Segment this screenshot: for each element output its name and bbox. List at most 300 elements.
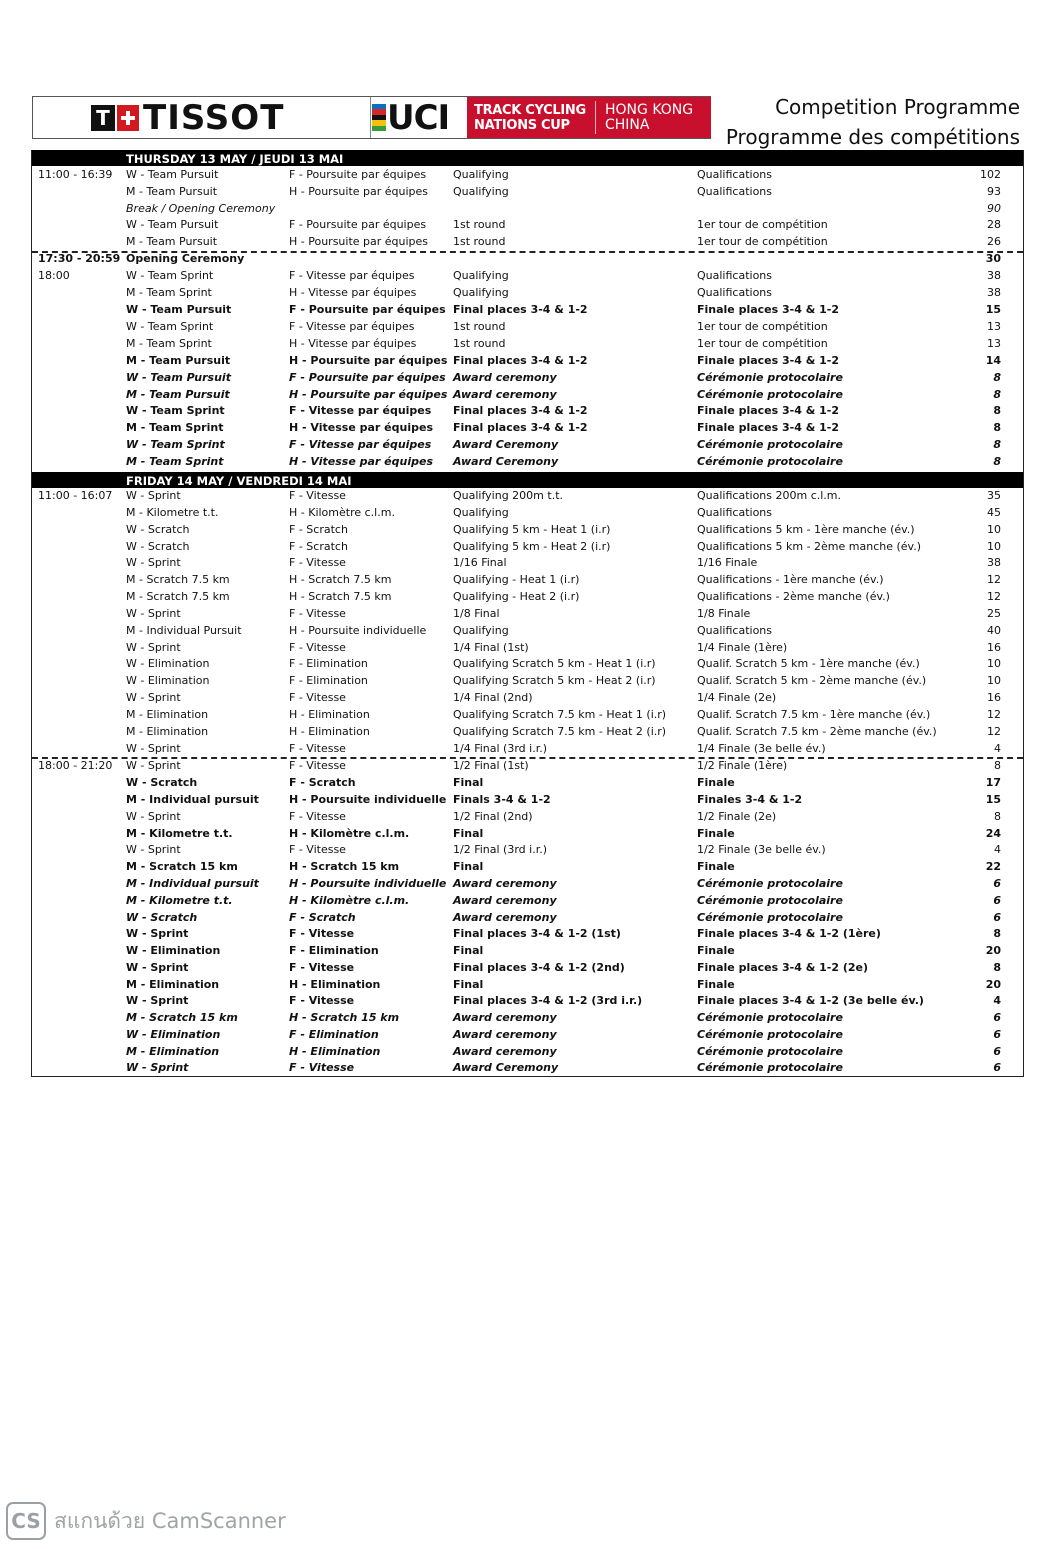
count-cell: 8: [993, 388, 1001, 401]
phase-cell: Qualifying Scratch 7.5 km - Heat 1 (i.r): [453, 708, 667, 721]
page-title-english: Competition Programme: [775, 95, 1020, 119]
programme-header: [32, 95, 1024, 149]
count-cell: 6: [993, 1045, 1001, 1058]
event-cell: M - Kilometre t.t.: [126, 827, 233, 840]
event-fr-cell: F - Vitesse par équipes: [289, 438, 432, 451]
schedule-row: [32, 707, 1023, 724]
phase-fr-cell: Finale places 3-4 & 1-2 (1ère): [697, 927, 881, 940]
event-fr-cell: H - Poursuite individuelle: [289, 877, 447, 890]
event-fr-cell: F - Scratch: [289, 911, 356, 924]
event-cell: M - Kilometre t.t.: [126, 894, 233, 907]
event-fr-cell: F - Vitesse: [289, 556, 346, 569]
phase-cell: Award Ceremony: [453, 455, 559, 468]
phase-fr-cell: 1/2 Finale (3e belle év.): [697, 843, 826, 856]
count-cell: 4: [993, 994, 1001, 1007]
uci-rainbow-stripes-icon: [372, 104, 386, 132]
event-cell: W - Team Sprint: [126, 404, 225, 417]
count-cell: 8: [993, 927, 1001, 940]
schedule-row: [32, 488, 1023, 505]
schedule-row: [32, 910, 1023, 927]
count-cell: 6: [993, 911, 1001, 924]
day-header-label: THURSDAY 13 MAY / JEUDI 13 MAI: [126, 152, 344, 166]
schedule-row: [32, 454, 1023, 471]
count-cell: 16: [987, 691, 1001, 704]
day-header-thursday: [32, 150, 1023, 166]
event-cell: W - Elimination: [126, 1028, 221, 1041]
schedule-row: [32, 943, 1023, 960]
event-fr-cell: H - Elimination: [289, 725, 370, 738]
event-fr-cell: F - Vitesse: [289, 810, 346, 823]
event-cell: M - Elimination: [126, 978, 220, 991]
event-cell: M - Team Sprint: [126, 421, 224, 434]
schedule-row: [32, 437, 1023, 454]
count-cell: 12: [987, 573, 1001, 586]
count-cell: 28: [987, 218, 1001, 231]
event-cell: W - Sprint: [126, 961, 189, 974]
count-cell: 35: [987, 489, 1001, 502]
event-fr-cell: H - Scratch 7.5 km: [289, 573, 392, 586]
event-cell: W - Elimination: [126, 944, 221, 957]
schedule-row: [32, 302, 1023, 319]
tissot-logo: [91, 98, 285, 138]
event-cell: W - Team Sprint: [126, 320, 214, 333]
phase-fr-cell: Cérémonie protocolaire: [697, 455, 843, 468]
phase-fr-cell: Finale: [697, 776, 735, 789]
phase-cell: 1/4 Final (3rd i.r.): [453, 742, 547, 755]
schedule-row: [32, 420, 1023, 437]
phase-cell: Award ceremony: [453, 371, 557, 384]
time-cell: 17:30 - 20:59: [38, 252, 121, 265]
banner-divider: [595, 101, 596, 134]
phase-cell: 1/2 Final (1st): [453, 759, 529, 772]
phase-fr-cell: Qualifications: [697, 185, 773, 198]
count-cell: 102: [980, 168, 1001, 181]
phase-fr-cell: Cérémonie protocolaire: [697, 371, 843, 384]
phase-fr-cell: 1/8 Finale: [697, 607, 751, 620]
count-cell: 14: [985, 354, 1001, 367]
count-cell: 4: [994, 843, 1001, 856]
event-fr-cell: H - Kilomètre c.l.m.: [289, 894, 410, 907]
tissot-mark: T: [91, 105, 115, 131]
count-cell: 15: [985, 793, 1001, 806]
event-fr-cell: F - Vitesse: [289, 927, 355, 940]
event-cell: W - Sprint: [126, 742, 181, 755]
phase-cell: Final: [453, 860, 484, 873]
event-fr-cell: F - Scratch: [289, 523, 348, 536]
event-fr-cell: H - Elimination: [289, 978, 381, 991]
schedule-row: [32, 319, 1023, 336]
phase-fr-cell: Cérémonie protocolaire: [697, 911, 843, 924]
schedule-row: [32, 234, 1023, 251]
phase-fr-cell: Finale places 3-4 & 1-2 (3e belle év.): [697, 994, 924, 1007]
phase-fr-cell: 1/4 Finale (1ère): [697, 641, 788, 654]
schedule-row: [32, 842, 1023, 859]
event-cell: W - Sprint: [126, 1061, 189, 1074]
schedule-row: [32, 353, 1023, 370]
schedule-row: [32, 1027, 1023, 1044]
count-cell: 8: [993, 404, 1001, 417]
phase-fr-cell: Finale places 3-4 & 1-2: [697, 303, 840, 316]
phase-fr-cell: Finale places 3-4 & 1-2: [697, 404, 840, 417]
phase-cell: Final places 3-4 & 1-2 (1st): [453, 927, 621, 940]
schedule-row: [32, 859, 1023, 876]
event-cell: M - Elimination: [126, 1045, 220, 1058]
phase-fr-cell: Finale: [697, 944, 735, 957]
count-cell: 6: [993, 1011, 1001, 1024]
phase-cell: Award Ceremony: [453, 438, 559, 451]
count-cell: 8: [993, 961, 1001, 974]
event-cell: W - Sprint: [126, 641, 181, 654]
event-fr-cell: F - Vitesse par équipes: [289, 320, 415, 333]
phase-fr-cell: 1/4 Finale (2e): [697, 691, 777, 704]
count-cell: 38: [987, 286, 1001, 299]
event-cell: W - Sprint: [126, 489, 181, 502]
phase-cell: 1/4 Final (1st): [453, 641, 529, 654]
event-cell: W - Scratch: [126, 911, 198, 924]
phase-cell: Award Ceremony: [453, 1061, 559, 1074]
schedule-row: [32, 251, 1023, 268]
swiss-cross-icon: [117, 105, 139, 131]
count-cell: 93: [987, 185, 1001, 198]
phase-fr-cell: Qualif. Scratch 5 km - 1ère manche (év.): [697, 657, 920, 670]
page-title-french: Programme des compétitions: [725, 125, 1020, 149]
event-fr-cell: F - Vitesse: [289, 843, 346, 856]
phase-cell: Qualifying Scratch 7.5 km - Heat 2 (i.r): [453, 725, 667, 738]
phase-cell: Qualifying Scratch 5 km - Heat 2 (i.r): [453, 674, 656, 687]
phase-cell: 1/2 Final (3rd i.r.): [453, 843, 547, 856]
event-cell: M - Individual Pursuit: [126, 624, 242, 637]
event-fr-cell: F - Vitesse: [289, 641, 346, 654]
schedule-row: [32, 387, 1023, 404]
count-cell: 30: [985, 252, 1001, 265]
schedule-row: [32, 1010, 1023, 1027]
schedule-row: [32, 285, 1023, 302]
event-fr-cell: F - Vitesse: [289, 691, 346, 704]
count-cell: 13: [987, 337, 1001, 350]
event-fr-cell: F - Scratch: [289, 776, 356, 789]
phase-fr-cell: Cérémonie protocolaire: [697, 388, 843, 401]
event-fr-cell: H - Kilomètre c.l.m.: [289, 827, 410, 840]
phase-fr-cell: Finale: [697, 978, 735, 991]
count-cell: 8: [993, 455, 1001, 468]
phase-cell: Qualifying - Heat 1 (i.r): [453, 573, 580, 586]
event-cell: M - Individual pursuit: [126, 877, 259, 890]
phase-cell: Award ceremony: [453, 1011, 557, 1024]
event-cell: W - Sprint: [126, 759, 181, 772]
count-cell: 12: [987, 725, 1001, 738]
event-fr-cell: H - Scratch 15 km: [289, 860, 400, 873]
phase-fr-cell: Qualifications 5 km - 1ère manche (év.): [697, 523, 915, 536]
phase-cell: Qualifying: [453, 185, 509, 198]
count-cell: 8: [993, 421, 1001, 434]
phase-cell: Qualifying: [453, 624, 509, 637]
phase-cell: Final places 3-4 & 1-2: [453, 303, 588, 316]
phase-fr-cell: Finale: [697, 827, 735, 840]
phase-cell: Final: [453, 776, 484, 789]
count-cell: 38: [987, 269, 1001, 282]
phase-fr-cell: Finale: [697, 860, 735, 873]
count-cell: 10: [987, 674, 1001, 687]
phase-fr-cell: Qualif. Scratch 7.5 km - 2ème manche (év.): [697, 725, 937, 738]
count-cell: 8: [993, 438, 1001, 451]
phase-fr-cell: 1/16 Finale: [697, 556, 758, 569]
schedule-row: [32, 656, 1023, 673]
phase-cell: 1st round: [453, 320, 506, 333]
event-cell: W - Sprint: [126, 843, 181, 856]
schedule-row: [32, 539, 1023, 556]
phase-fr-cell: Cérémonie protocolaire: [697, 1045, 843, 1058]
schedule-row: [32, 640, 1023, 657]
uci-stripe: [372, 126, 386, 132]
phase-cell: 1st round: [453, 235, 506, 248]
event-cell: M - Scratch 15 km: [126, 1011, 238, 1024]
count-cell: 24: [985, 827, 1001, 840]
count-cell: 15: [985, 303, 1001, 316]
schedule-row: [32, 741, 1023, 758]
phase-cell: Final places 3-4 & 1-2 (2nd): [453, 961, 625, 974]
event-cell: M - Elimination: [126, 708, 209, 721]
count-cell: 20: [985, 944, 1001, 957]
phase-cell: Final places 3-4 & 1-2: [453, 354, 588, 367]
phase-cell: Qualifying 5 km - Heat 2 (i.r): [453, 540, 611, 553]
phase-cell: Qualifying: [453, 269, 509, 282]
phase-cell: Award ceremony: [453, 911, 557, 924]
event-fr-cell: F - Vitesse: [289, 742, 346, 755]
event-fr-cell: F - Poursuite par équipes: [289, 168, 427, 181]
phase-fr-cell: Finale places 3-4 & 1-2: [697, 421, 840, 434]
phase-fr-cell: Cérémonie protocolaire: [697, 1061, 843, 1074]
event-cell: Break / Opening Ceremony: [126, 202, 276, 215]
count-cell: 12: [987, 590, 1001, 603]
event-fr-cell: H - Vitesse par équipes: [289, 421, 433, 434]
event-fr-cell: F - Vitesse: [289, 1061, 355, 1074]
schedule-row: [32, 268, 1023, 285]
phase-cell: 1/8 Final: [453, 607, 500, 620]
phase-cell: Final: [453, 978, 484, 991]
camscanner-caption: สแกนด้วย CamScanner: [54, 1509, 286, 1533]
phase-cell: Finals 3-4 & 1-2: [453, 793, 551, 806]
schedule-row: [32, 775, 1023, 792]
schedule-row: [32, 184, 1023, 201]
phase-cell: 1/16 Final: [453, 556, 507, 569]
event-fr-cell: F - Elimination: [289, 944, 379, 957]
event-fr-cell: F - Vitesse: [289, 961, 355, 974]
event-fr-cell: H - Poursuite par équipes: [289, 354, 448, 367]
event-fr-cell: F - Vitesse: [289, 489, 346, 502]
event-fr-cell: H - Kilomètre c.l.m.: [289, 506, 395, 519]
schedule-row: [32, 589, 1023, 606]
phase-fr-cell: Qualif. Scratch 7.5 km - 1ère manche (év.): [697, 708, 931, 721]
uci-wordmark: UCI: [387, 97, 450, 138]
phase-fr-cell: Finale places 3-4 & 1-2 (2e): [697, 961, 869, 974]
event-fr-cell: F - Elimination: [289, 674, 368, 687]
schedule-row: [32, 217, 1023, 234]
phase-fr-cell: 1er tour de compétition: [697, 235, 828, 248]
phase-fr-cell: Qualifications 5 km - 2ème manche (év.): [697, 540, 922, 553]
phase-fr-cell: 1/2 Finale (1ère): [697, 759, 788, 772]
event-fr-cell: F - Vitesse par équipes: [289, 269, 415, 282]
schedule-row: [32, 606, 1023, 623]
event-fr-cell: F - Vitesse: [289, 759, 346, 772]
event-fr-cell: H - Elimination: [289, 1045, 381, 1058]
count-cell: 25: [987, 607, 1001, 620]
day-header-friday: [32, 472, 1023, 488]
event-fr-cell: H - Poursuite individuelle: [289, 793, 447, 806]
phase-fr-cell: Qualifications - 1ère manche (év.): [697, 573, 884, 586]
phase-cell: Award ceremony: [453, 877, 557, 890]
schedule-row: [32, 336, 1023, 353]
count-cell: 16: [987, 641, 1001, 654]
count-cell: 10: [987, 540, 1001, 553]
phase-cell: Award ceremony: [453, 894, 557, 907]
time-cell: 18:00 - 21:20: [38, 759, 113, 772]
phase-fr-cell: Cérémonie protocolaire: [697, 877, 843, 890]
event-cell: W - Scratch: [126, 540, 190, 553]
event-cell: W - Sprint: [126, 607, 181, 620]
schedule-row: [32, 555, 1023, 572]
phase-fr-cell: Qualifications - 2ème manche (év.): [697, 590, 890, 603]
event-cell: W - Sprint: [126, 927, 189, 940]
event-cell: W - Elimination: [126, 657, 210, 670]
count-cell: 13: [987, 320, 1001, 333]
phase-fr-cell: Cérémonie protocolaire: [697, 1028, 843, 1041]
schedule-row: [32, 993, 1023, 1010]
event-cell: M - Scratch 7.5 km: [126, 573, 230, 586]
event-cell: Opening Ceremony: [126, 252, 245, 265]
count-cell: 20: [985, 978, 1001, 991]
event-cell: M - Team Pursuit: [126, 354, 231, 367]
schedule-row: [32, 1044, 1023, 1061]
phase-fr-cell: Qualif. Scratch 5 km - 2ème manche (év.): [697, 674, 927, 687]
phase-fr-cell: Cérémonie protocolaire: [697, 894, 843, 907]
phase-cell: Final: [453, 827, 484, 840]
count-cell: 8: [994, 759, 1001, 772]
count-cell: 40: [987, 624, 1001, 637]
schedule-row: [32, 673, 1023, 690]
phase-cell: Award ceremony: [453, 1028, 557, 1041]
count-cell: 6: [993, 1028, 1001, 1041]
time-cell: 11:00 - 16:07: [38, 489, 113, 502]
event-cell: M - Elimination: [126, 725, 209, 738]
uci-logo: [371, 97, 449, 138]
schedule-row: [32, 370, 1023, 387]
count-cell: 22: [985, 860, 1001, 873]
event-fr-cell: H - Elimination: [289, 708, 370, 721]
count-cell: 4: [994, 742, 1001, 755]
day-header-label: FRIDAY 14 MAY / VENDREDI 14 MAI: [126, 474, 352, 488]
event-cell: W - Sprint: [126, 691, 181, 704]
banner-host-city: HONG KONG CHINA: [605, 102, 694, 133]
phase-fr-cell: 1er tour de compétition: [697, 218, 828, 231]
event-cell: M - Team Pursuit: [126, 185, 218, 198]
schedule-row: [32, 403, 1023, 420]
phase-cell: 1st round: [453, 337, 506, 350]
event-fr-cell: H - Poursuite par équipes: [289, 185, 429, 198]
phase-fr-cell: Qualifications: [697, 286, 773, 299]
phase-fr-cell: 1er tour de compétition: [697, 337, 828, 350]
count-cell: 8: [994, 810, 1001, 823]
schedule-table: [31, 150, 1024, 1077]
event-fr-cell: H - Vitesse par équipes: [289, 455, 433, 468]
phase-fr-cell: Finale places 3-4 & 1-2: [697, 354, 840, 367]
phase-fr-cell: Qualifications: [697, 168, 773, 181]
event-fr-cell: H - Poursuite par équipes: [289, 388, 448, 401]
phase-fr-cell: 1/4 Finale (3e belle év.): [697, 742, 826, 755]
phase-cell: Award ceremony: [453, 1045, 557, 1058]
sponsor-logo-box: [32, 96, 711, 139]
schedule-row: [32, 572, 1023, 589]
schedule-row: [32, 893, 1023, 910]
phase-cell: Qualifying 200m t.t.: [453, 489, 564, 502]
event-cell: M - Team Sprint: [126, 286, 212, 299]
event-cell: M - Team Pursuit: [126, 388, 230, 401]
phase-cell: Qualifying: [453, 168, 509, 181]
schedule-row: [32, 977, 1023, 994]
event-cell: W - Team Pursuit: [126, 218, 219, 231]
phase-fr-cell: Cérémonie protocolaire: [697, 438, 843, 451]
phase-cell: Qualifying: [453, 506, 509, 519]
count-cell: 8: [993, 371, 1001, 384]
event-cell: W - Team Sprint: [126, 438, 225, 451]
event-fr-cell: F - Vitesse: [289, 994, 355, 1007]
event-fr-cell: H - Vitesse par équipes: [289, 286, 417, 299]
phase-cell: Award ceremony: [453, 388, 557, 401]
schedule-row: [32, 960, 1023, 977]
event-fr-cell: H - Vitesse par équipes: [289, 337, 417, 350]
schedule-row: [32, 167, 1023, 184]
schedule-row: [32, 505, 1023, 522]
count-cell: 12: [987, 708, 1001, 721]
count-cell: 6: [993, 877, 1001, 890]
schedule-row: [32, 623, 1023, 640]
schedule-row: [32, 926, 1023, 943]
event-fr-cell: F - Vitesse par équipes: [289, 404, 432, 417]
event-fr-cell: F - Vitesse: [289, 607, 346, 620]
scanner-watermark: [6, 1500, 286, 1542]
phase-fr-cell: Qualifications: [697, 506, 773, 519]
tissot-wordmark: TISSOT: [143, 98, 285, 138]
count-cell: 10: [987, 523, 1001, 536]
event-cell: M - Scratch 7.5 km: [126, 590, 230, 603]
count-cell: 10: [987, 657, 1001, 670]
event-fr-cell: H - Scratch 7.5 km: [289, 590, 392, 603]
phase-fr-cell: Qualifications: [697, 624, 773, 637]
event-cell: W - Team Pursuit: [126, 371, 231, 384]
schedule-row: [32, 758, 1023, 775]
phase-fr-cell: Finales 3-4 & 1-2: [697, 793, 803, 806]
phase-cell: Final places 3-4 & 1-2: [453, 421, 588, 434]
event-cell: W - Sprint: [126, 556, 181, 569]
phase-fr-cell: Cérémonie protocolaire: [697, 1011, 843, 1024]
phase-cell: 1/2 Final (2nd): [453, 810, 533, 823]
count-cell: 6: [993, 894, 1001, 907]
count-cell: 26: [987, 235, 1001, 248]
phase-cell: Qualifying 5 km - Heat 1 (i.r): [453, 523, 611, 536]
schedule-row: [32, 201, 1023, 218]
event-cell: W - Sprint: [126, 994, 189, 1007]
event-cell: W - Scratch: [126, 776, 198, 789]
schedule-row: [32, 724, 1023, 741]
banner-event-name: TRACK CYCLING NATIONS CUP: [474, 103, 586, 133]
event-cell: W - Team Pursuit: [126, 168, 219, 181]
count-cell: 6: [993, 1061, 1001, 1074]
count-cell: 17: [985, 776, 1001, 789]
phase-fr-cell: 1er tour de compétition: [697, 320, 828, 333]
schedule-row: [32, 826, 1023, 843]
phase-cell: Qualifying Scratch 5 km - Heat 1 (i.r): [453, 657, 656, 670]
event-cell: W - Elimination: [126, 674, 210, 687]
schedule-row: [32, 876, 1023, 893]
